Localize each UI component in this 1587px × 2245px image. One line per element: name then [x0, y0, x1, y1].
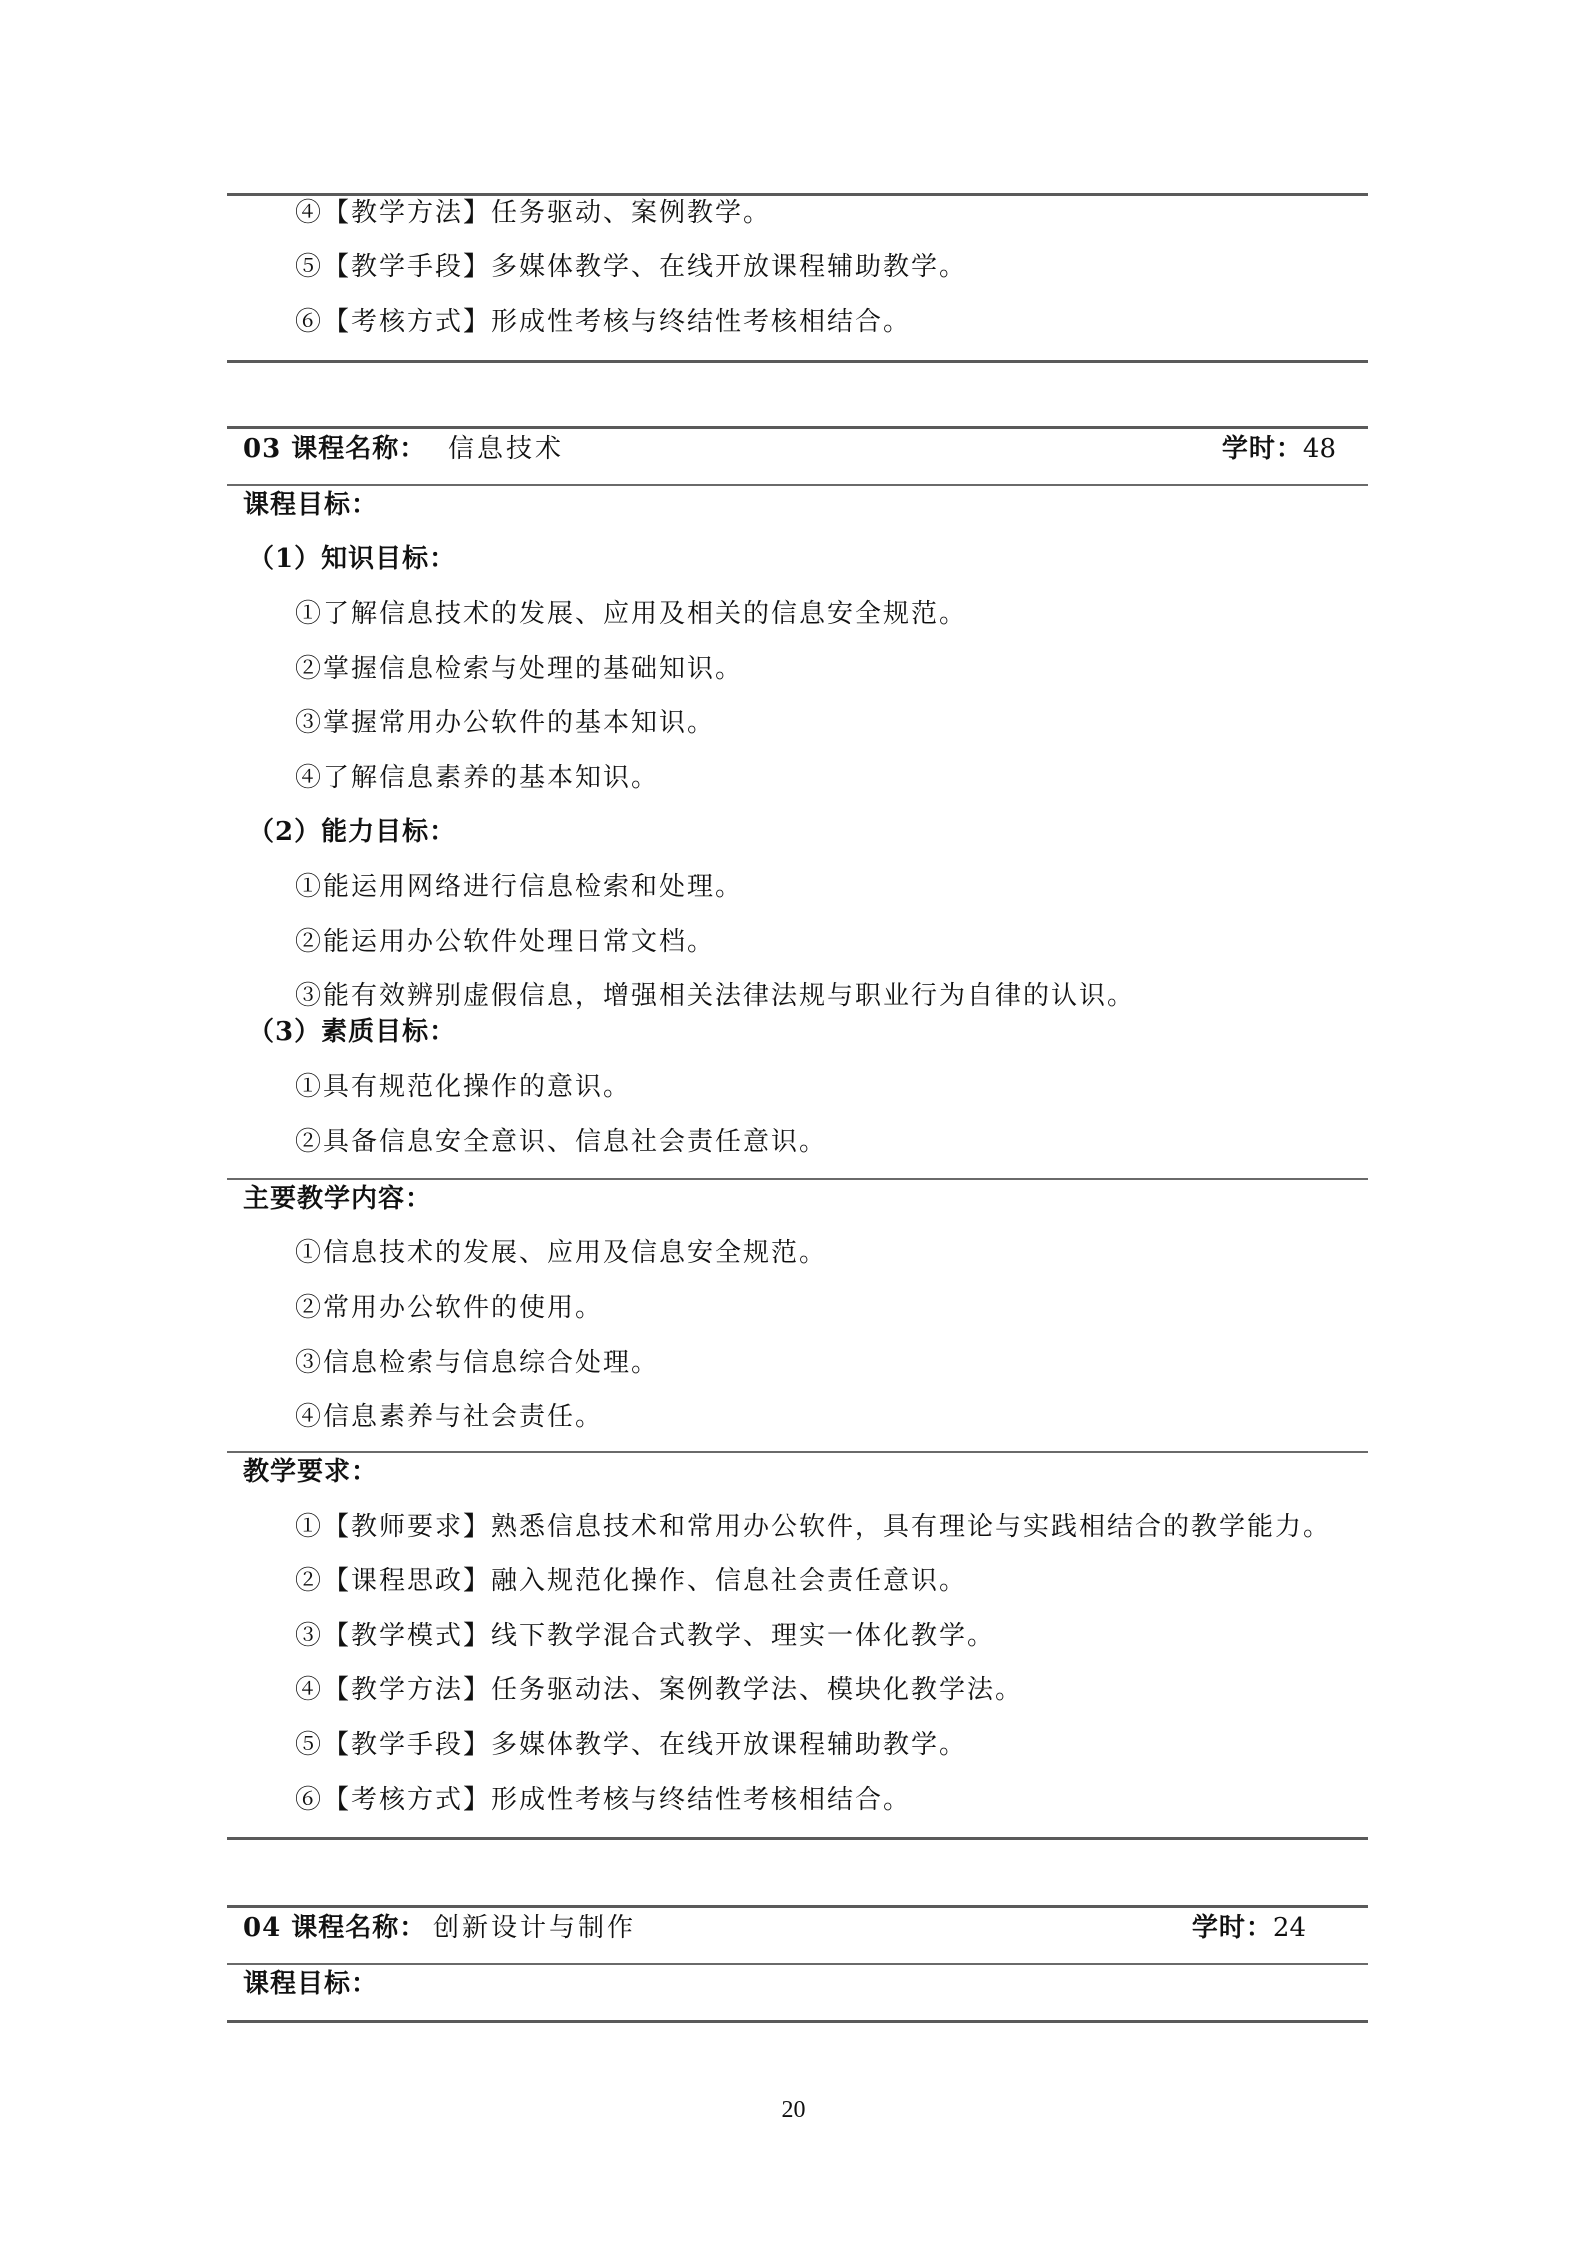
course-03-hours [1222, 429, 1336, 469]
content-item: ②常用办公软件的使用。 [295, 1293, 604, 1323]
requirement-item: ④【教学方法】任务驱动法、案例教学法、模块化教学法。 [295, 1675, 1024, 1705]
top-assessment-item: ⑥【考核方式】形成性考核与终结性考核相结合。 [295, 307, 912, 337]
requirement-item: ⑥【考核方式】形成性考核与终结性考核相结合。 [295, 1785, 912, 1815]
course-03-objectives-heading: 课程目标： [243, 490, 379, 520]
top-means-item: ⑤【教学手段】多媒体教学、在线开放课程辅助教学。 [295, 252, 968, 282]
course-03-hours-label: 学时： [1221, 434, 1303, 464]
knowledge-objective-item: ①了解信息技术的发展、应用及相关的信息安全规范。 [295, 599, 968, 629]
requirement-item: ⑤【教学手段】多媒体教学、在线开放课程辅助教学。 [295, 1730, 968, 1760]
course-03-name: 信息技术 [448, 434, 565, 464]
quality-objective-item: ②具备信息安全意识、信息社会责任意识。 [295, 1127, 828, 1157]
ability-objective-item: ①能运用网络进行信息检索和处理。 [295, 872, 744, 902]
course-04-header [243, 1908, 1306, 1948]
course-04-hours-label: 学时： [1191, 1913, 1273, 1943]
content-item: ①信息技术的发展、应用及信息安全规范。 [295, 1238, 828, 1268]
content-divider-rule [227, 1178, 1368, 1180]
course-03-content-heading: 主要教学内容： [243, 1184, 433, 1214]
top-section-bottom-rule [227, 360, 1368, 363]
course-04-hours-value: 24 [1272, 1913, 1306, 1943]
course-04-name: 创新设计与制作 [433, 1913, 637, 1943]
knowledge-objective-item: ④了解信息素养的基本知识。 [295, 763, 660, 793]
course-03-requirements-heading: 教学要求： [243, 1457, 379, 1487]
quality-objectives-title: （3）素质目标： [248, 1017, 457, 1047]
course-03-bottom-rule [227, 1837, 1368, 1840]
requirements-divider-rule [227, 1451, 1368, 1453]
requirement-item: ②【课程思政】融入规范化操作、信息社会责任意识。 [295, 1566, 968, 1596]
content-item: ③信息检索与信息综合处理。 [295, 1348, 660, 1378]
course-04-objectives-heading: 课程目标： [243, 1969, 379, 1999]
quality-objective-item: ①具有规范化操作的意识。 [295, 1072, 632, 1102]
ability-objective-item: ②能运用办公软件处理日常文档。 [295, 927, 716, 957]
ability-objective-item: ③能有效辨别虚假信息，增强相关法律法规与职业行为自律的认识。 [295, 981, 1136, 1011]
page-number: 20 [781, 2097, 806, 2123]
course-04-bottom-rule [227, 2020, 1368, 2023]
knowledge-objectives-title: （1）知识目标： [248, 544, 457, 574]
course-03-header [243, 429, 1336, 469]
ability-objectives-title: （2）能力目标： [248, 817, 457, 847]
content-item: ④信息素养与社会责任。 [295, 1402, 604, 1432]
course-04-hours [1192, 1908, 1306, 1948]
course-03-hours-value: 48 [1302, 434, 1336, 464]
course-04-header-rule [227, 1963, 1368, 1965]
requirement-item: ③【教学模式】线下教学混合式教学、理实一体化教学。 [295, 1621, 996, 1651]
course-04-name-label: 04 课程名称： [243, 1913, 427, 1943]
top-method-item: ④【教学方法】任务驱动、案例教学。 [295, 198, 772, 228]
knowledge-objective-item: ②掌握信息检索与处理的基础知识。 [295, 654, 744, 684]
course-03-name-label: 03 课程名称： [243, 434, 427, 464]
course-03-header-rule [227, 484, 1368, 486]
knowledge-objective-item: ③掌握常用办公软件的基本知识。 [295, 708, 716, 738]
requirement-item: ①【教师要求】熟悉信息技术和常用办公软件，具有理论与实践相结合的教学能力。 [295, 1512, 1332, 1542]
